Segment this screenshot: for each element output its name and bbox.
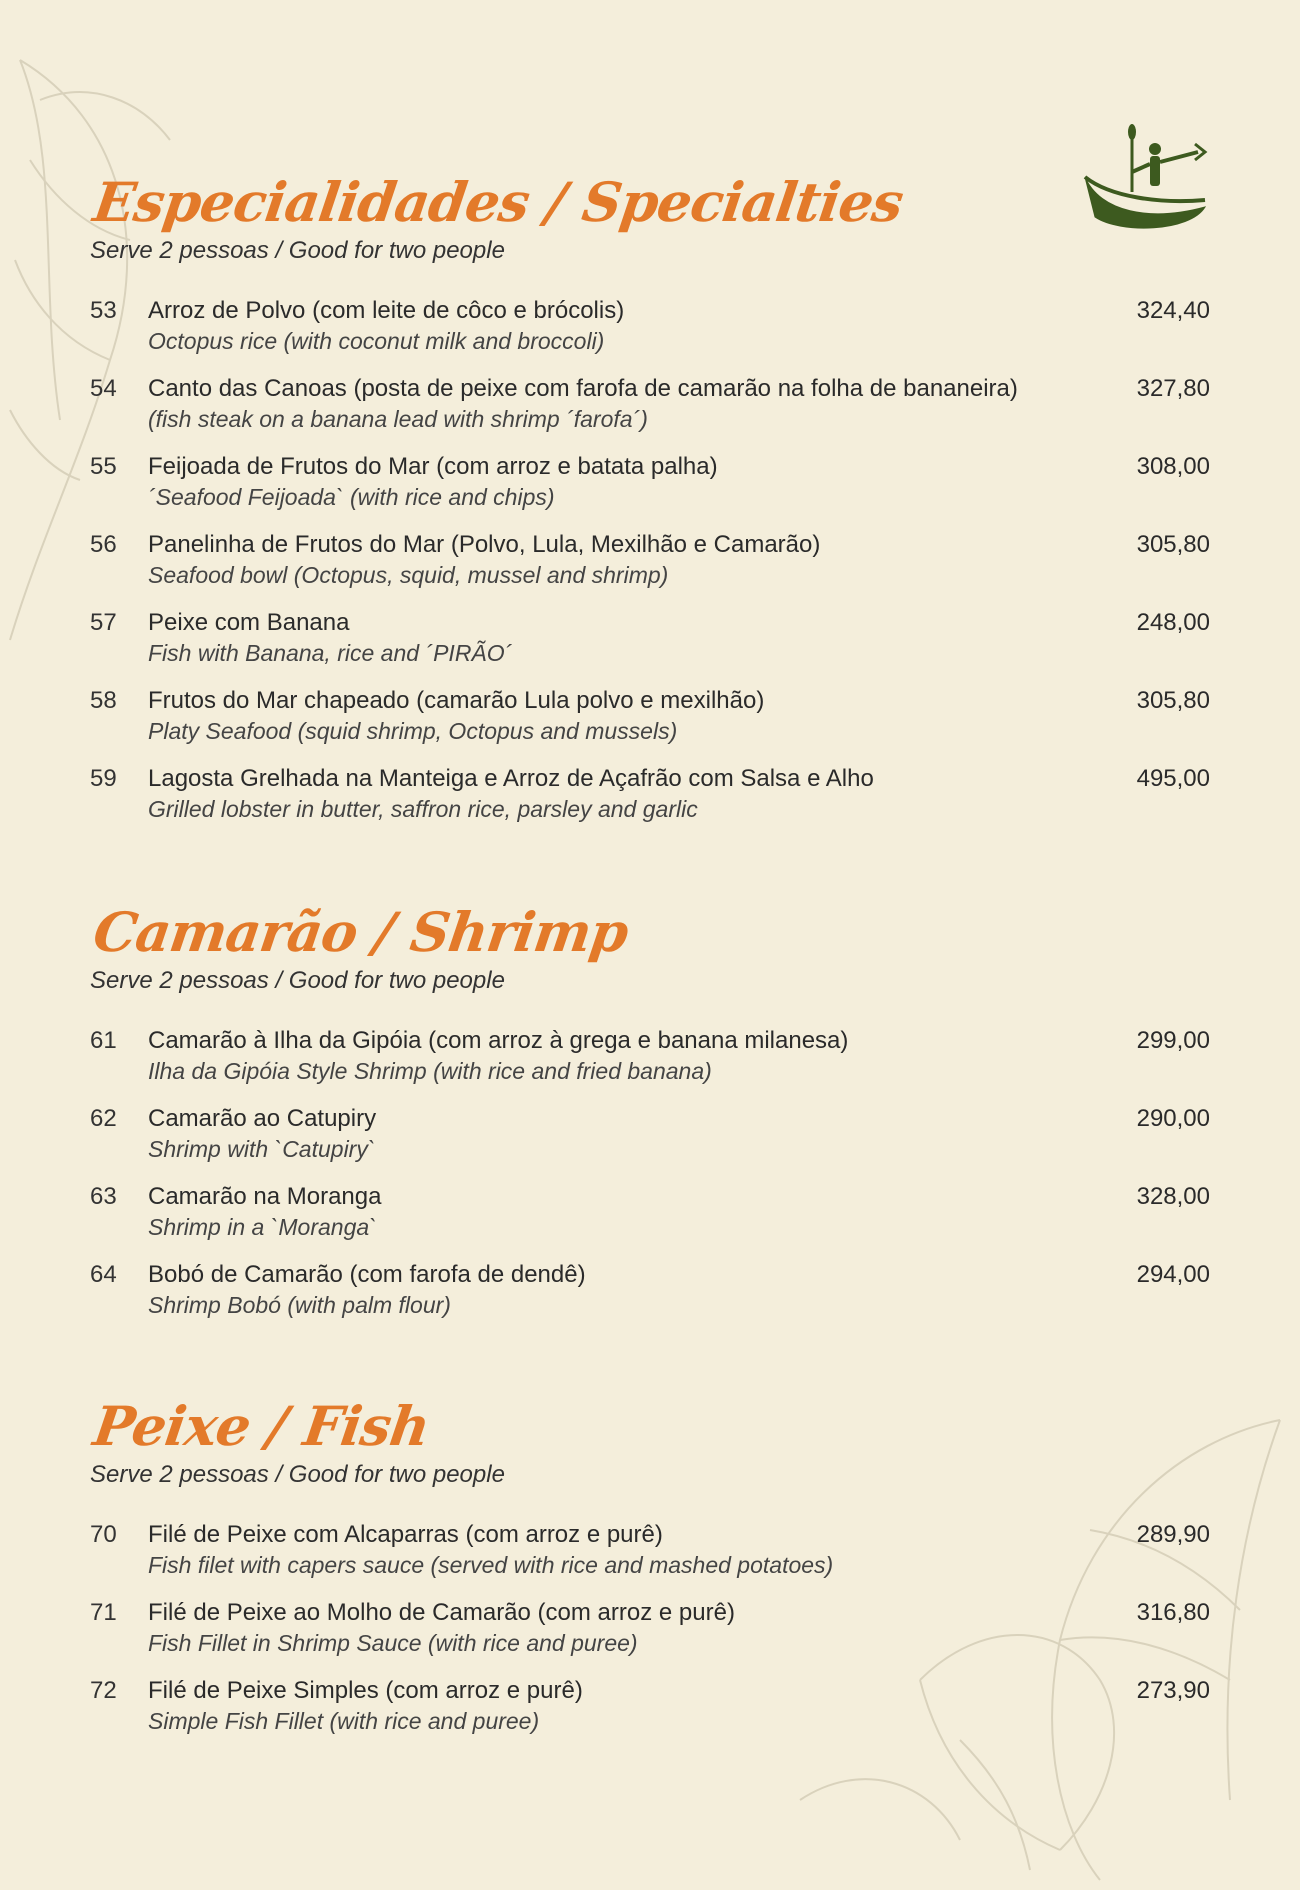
menu-item [90, 1104, 1220, 1182]
item-description: Shrimp Bobó (with palm flour) [148, 1292, 451, 1318]
item-description: ´Seafood Feijoada` (with rice and chips) [148, 484, 555, 510]
item-description: Fish Fillet in Shrimp Sauce (with rice and puree) [148, 1630, 638, 1656]
item-price: 294,00 [1136, 1261, 1210, 1288]
item-number: 63 [90, 1183, 117, 1210]
item-description: Grilled lobster in butter, saffron rice, parsley and garlic [148, 796, 698, 822]
item-name: Panelinha de Frutos do Mar (Polvo, Lula, Mexilhão e Camarão) [148, 531, 821, 558]
item-description: Fish with Banana, rice and ´PIRÃO´ [148, 640, 513, 666]
item-price: 308,00 [1136, 453, 1210, 480]
menu-item [90, 686, 1220, 764]
menu-item [90, 1260, 1220, 1338]
item-number: 64 [90, 1261, 117, 1288]
item-price: 316,80 [1136, 1599, 1210, 1626]
section-subtitle: Serve 2 pessoas / Good for two people [90, 967, 505, 994]
section-title: Peixe / Fish [89, 1394, 434, 1458]
item-name: Lagosta Grelhada na Manteiga e Arroz de Açafrão com Salsa e Alho [148, 765, 874, 792]
item-description: Seafood bowl (Octopus, squid, mussel and shrimp) [148, 562, 669, 588]
item-number: 56 [90, 531, 117, 558]
item-description: Ilha da Gipóia Style Shrimp (with rice and fried banana) [148, 1058, 712, 1084]
item-price: 495,00 [1136, 765, 1210, 792]
item-number: 57 [90, 609, 117, 636]
section-shrimp [90, 902, 1220, 1338]
menu-item [90, 452, 1220, 530]
item-description: Shrimp with `Catupiry` [148, 1136, 376, 1162]
item-name: Camarão ao Catupiry [148, 1105, 377, 1132]
item-name: Arroz de Polvo (com leite de côco e brócolis) [148, 297, 625, 324]
item-description: Shrimp in a `Moranga` [148, 1214, 377, 1240]
item-name: Peixe com Banana [148, 609, 350, 636]
menu-item [90, 1598, 1220, 1676]
item-description: Platy Seafood (squid shrimp, Octopus and mussels) [148, 718, 678, 744]
item-price: 328,00 [1136, 1183, 1210, 1210]
item-number: 62 [90, 1105, 117, 1132]
item-number: 53 [90, 297, 117, 324]
section-title: Camarão / Shrimp [89, 900, 632, 964]
item-price: 324,40 [1136, 297, 1210, 324]
menu-item [90, 1676, 1220, 1754]
item-description: (fish steak on a banana lead with shrimp ´farofa´) [148, 406, 648, 432]
item-price: 273,90 [1136, 1677, 1210, 1704]
menu-list [90, 1026, 1220, 1338]
item-name: Filé de Peixe ao Molho de Camarão (com arroz e purê) [148, 1599, 735, 1626]
item-name: Camarão à Ilha da Gipóia (com arroz à grega e banana milanesa) [148, 1027, 849, 1054]
menu-item [90, 608, 1220, 686]
section-fish [90, 1396, 1220, 1754]
item-number: 72 [90, 1677, 117, 1704]
menu-item [90, 1182, 1220, 1260]
item-price: 299,00 [1136, 1027, 1210, 1054]
item-number: 54 [90, 375, 117, 402]
item-price: 305,80 [1136, 687, 1210, 714]
menu-item [90, 374, 1220, 452]
item-description: Fish filet with capers sauce (served with rice and mashed potatoes) [148, 1552, 834, 1578]
item-description: Octopus rice (with coconut milk and broccoli) [148, 328, 605, 354]
menu-item [90, 296, 1220, 374]
item-name: Filé de Peixe Simples (com arroz e purê) [148, 1677, 583, 1704]
menu-list [90, 1520, 1220, 1754]
item-name: Bobó de Camarão (com farofa de dendê) [148, 1261, 586, 1288]
item-number: 59 [90, 765, 117, 792]
item-description: Simple Fish Fillet (with rice and puree) [148, 1708, 540, 1734]
item-number: 71 [90, 1599, 117, 1626]
item-name: Canto das Canoas (posta de peixe com farofa de camarão na folha de bananeira) [148, 375, 1018, 402]
section-title: Especialidades / Specialties [89, 170, 907, 234]
item-price: 305,80 [1136, 531, 1210, 558]
item-name: Filé de Peixe com Alcaparras (com arroz e purê) [148, 1521, 663, 1548]
menu-item [90, 1520, 1220, 1598]
menu-item [90, 1026, 1220, 1104]
item-name: Camarão na Moranga [148, 1183, 382, 1210]
item-number: 55 [90, 453, 117, 480]
item-name: Feijoada de Frutos do Mar (com arroz e batata palha) [148, 453, 718, 480]
menu-item [90, 764, 1220, 842]
item-name: Frutos do Mar chapeado (camarão Lula polvo e mexilhão) [148, 687, 765, 714]
menu-list [90, 296, 1220, 842]
item-price: 290,00 [1136, 1105, 1210, 1132]
section-specialties [90, 172, 1220, 842]
item-price: 289,90 [1136, 1521, 1210, 1548]
item-price: 327,80 [1136, 375, 1210, 402]
section-subtitle: Serve 2 pessoas / Good for two people [90, 237, 505, 264]
item-number: 58 [90, 687, 117, 714]
item-price: 248,00 [1136, 609, 1210, 636]
item-number: 61 [90, 1027, 117, 1054]
section-subtitle: Serve 2 pessoas / Good for two people [90, 1461, 505, 1488]
menu-item [90, 530, 1220, 608]
item-number: 70 [90, 1521, 117, 1548]
